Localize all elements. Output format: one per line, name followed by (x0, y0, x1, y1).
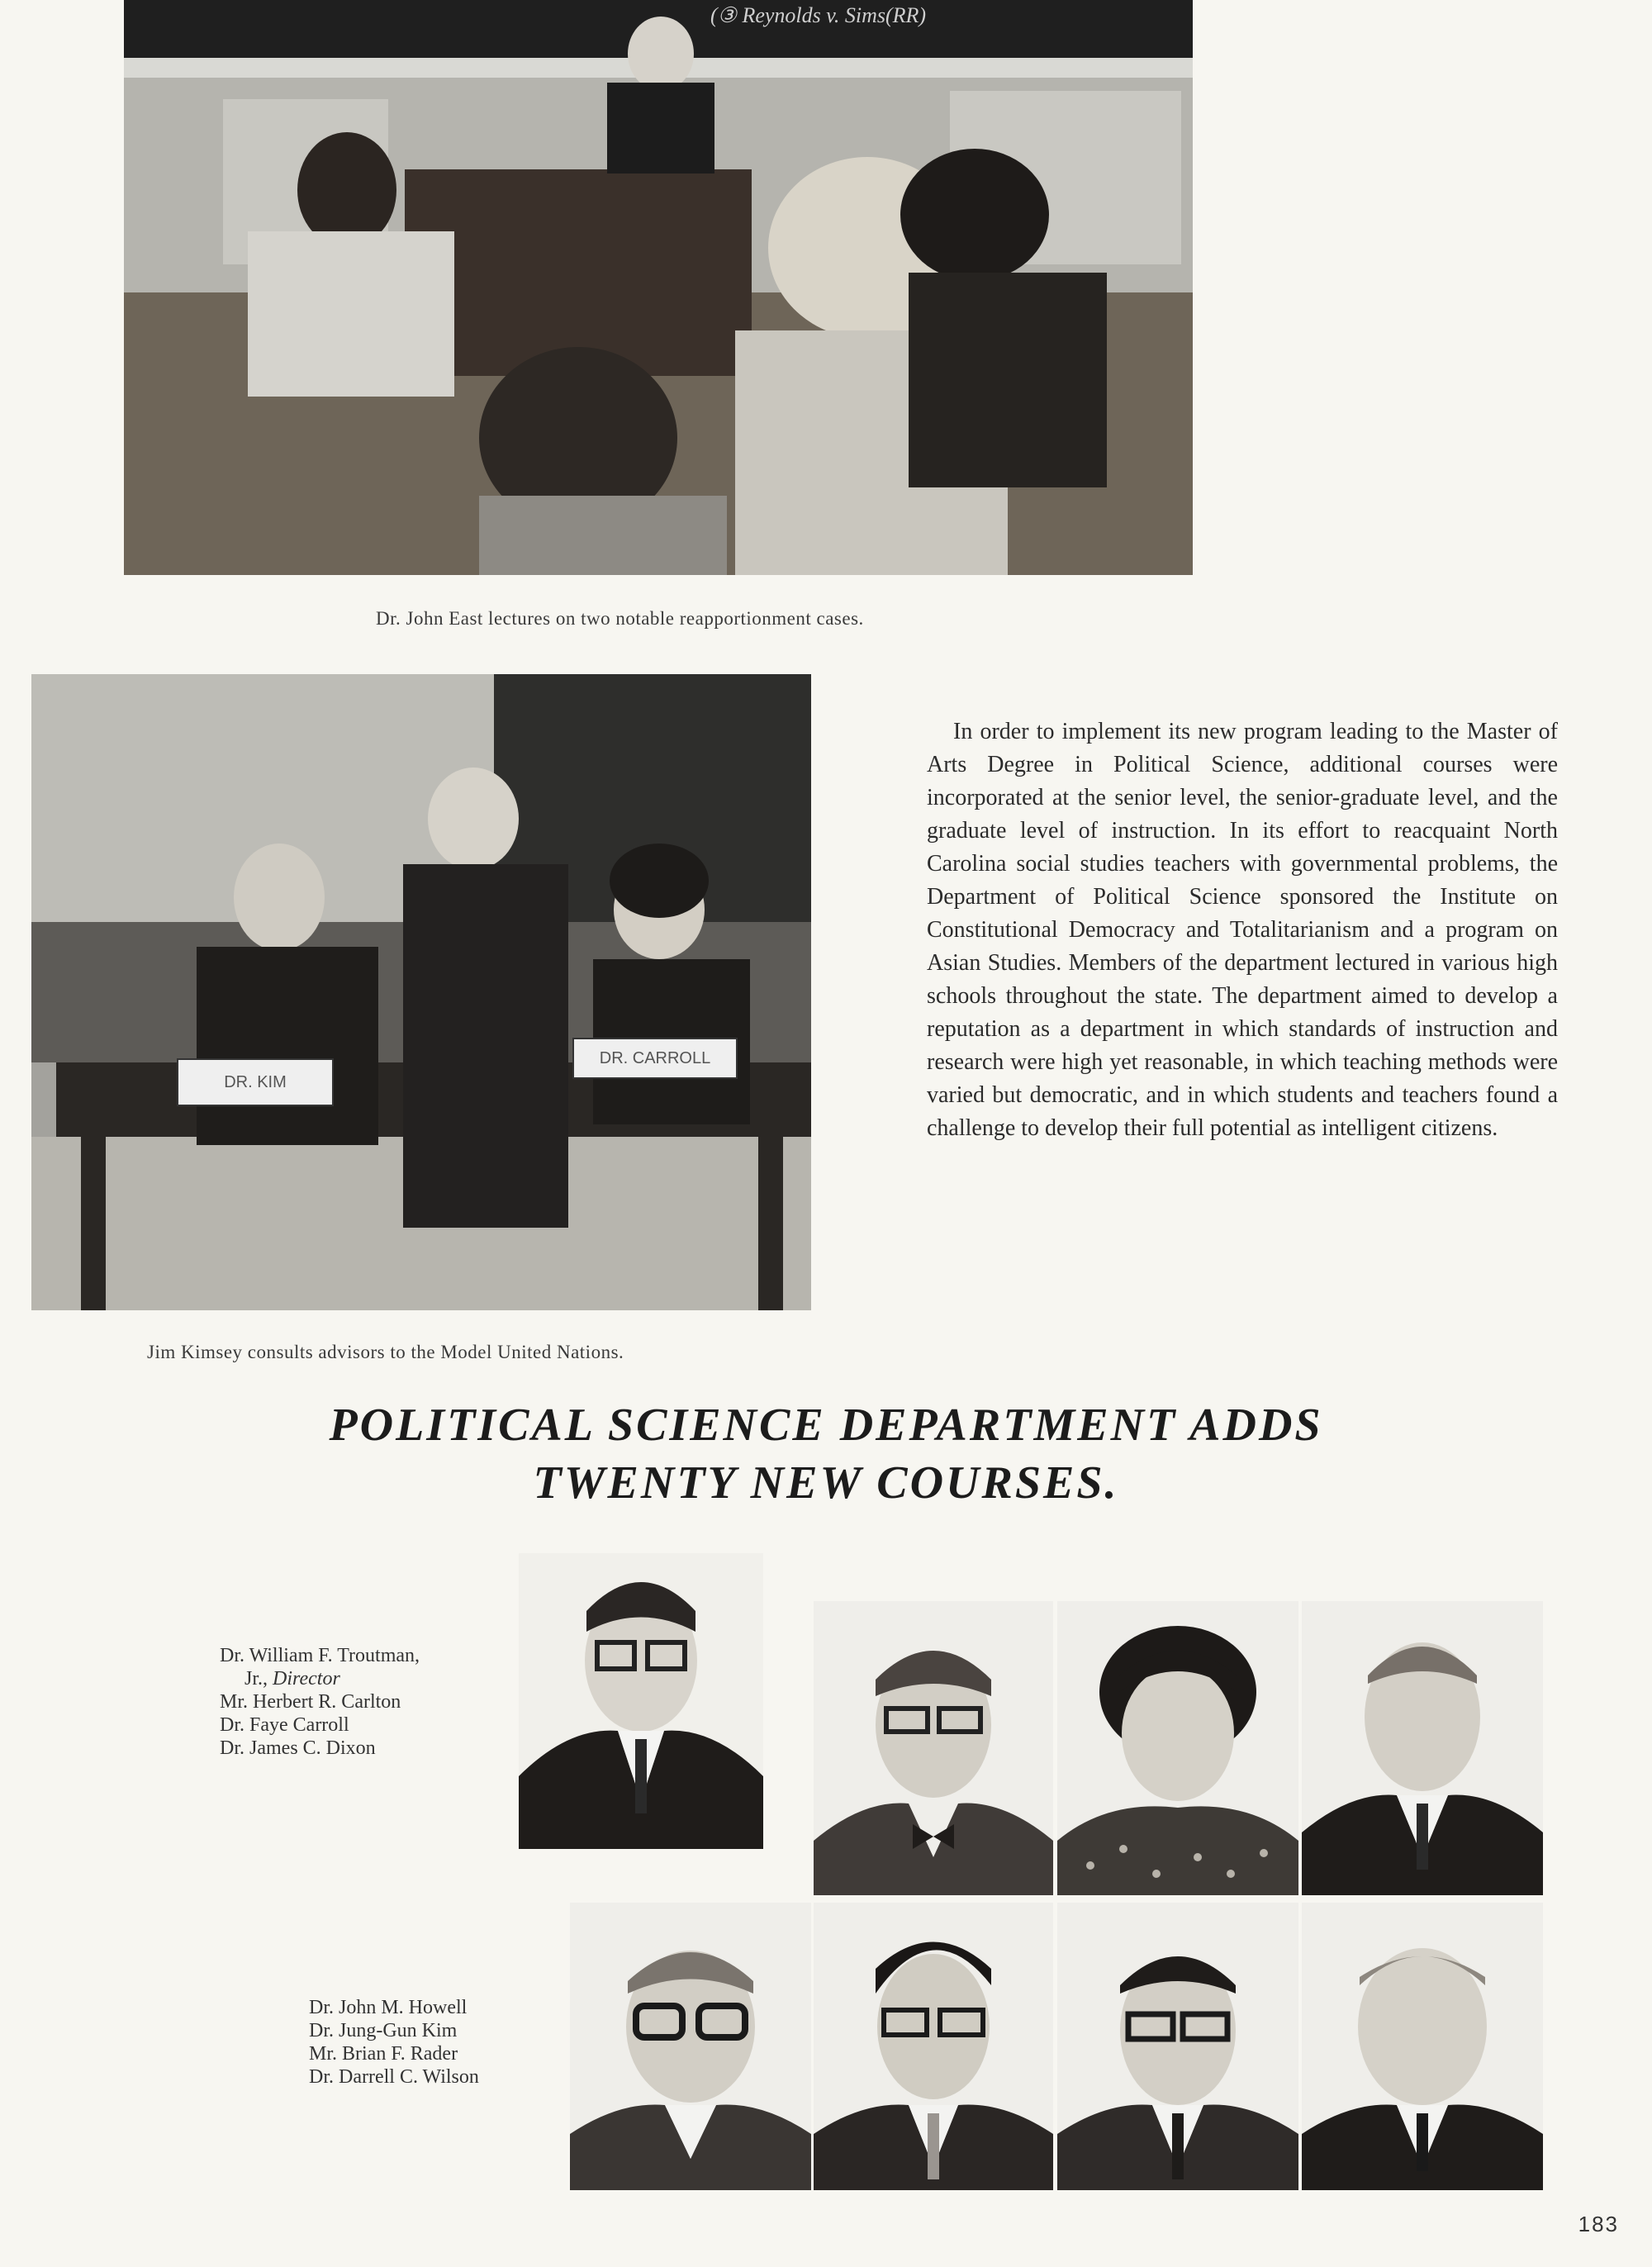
headline-line-1: POLITICAL SCIENCE DEPARTMENT ADDS (329, 1400, 1323, 1451)
headline-line-2: TWENTY NEW COURSES. (533, 1457, 1119, 1509)
nameplate-carroll: DR. CARROLL (572, 1038, 738, 1079)
faculty-name-suffix: Jr., Director (244, 1668, 340, 1690)
model-un-caption: Jim Kimsey consults advisors to the Model United Nations. (147, 1342, 624, 1362)
lecture-caption: Dr. John East lectures on two notable reapportionment cases. (376, 608, 864, 629)
portrait-carlton (814, 1601, 1053, 1895)
article-body: In order to implement its new program leading to the Master of Arts Degree in Political Science, additional courses were incorporated at the senior level, the senior-graduate level, and the graduate level of instruction. In its effort to reacquaint North Carolina social studies teachers with governmental problems, the Department of Political Science sponsored the Institute on Constitutional Democracy and Totalitarianism and a program on Asian Studies. Members of the department lectured in various high schools throughout the state. The department aimed to develop a reputation as a department in which standards of instruction and research were high yet reasonable, in which teaching methods were varied but democratic, and in which students and teachers found a challenge to develop their full potential as intelligent citizens. (927, 719, 1558, 1141)
portrait-carroll (1057, 1601, 1298, 1895)
model-un-photo (31, 674, 811, 1310)
portrait-howell (570, 1903, 811, 2190)
portrait-dixon (1302, 1601, 1543, 1895)
portrait-troutman (519, 1553, 763, 1849)
faculty-name: Dr. James C. Dixon (220, 1737, 376, 1759)
faculty-names-group-1 (220, 1644, 420, 1760)
faculty-name: Dr. William F. Troutman, (220, 1645, 420, 1666)
chalkboard-text: (③ Reynolds v. Sims(RR) (710, 3, 927, 27)
page-number: 183 (1578, 2212, 1619, 2236)
faculty-name: Mr. Brian F. Rader (309, 2043, 458, 2065)
nameplate-kim: DR. KIM (177, 1058, 334, 1106)
faculty-name: Dr. Faye Carroll (220, 1714, 349, 1736)
faculty-title: Director (273, 1668, 340, 1690)
faculty-name: Dr. John M. Howell (309, 1997, 468, 2018)
portrait-rader (1057, 1903, 1298, 2190)
faculty-name: Mr. Herbert R. Carlton (220, 1691, 401, 1713)
headline (165, 1396, 1487, 1512)
portrait-wilson (1302, 1903, 1543, 2190)
lecture-photo (124, 0, 1193, 575)
faculty-name: Dr. Darrell C. Wilson (309, 2066, 479, 2088)
faculty-names-group-2 (309, 1996, 479, 2089)
portrait-kim (814, 1903, 1053, 2190)
faculty-name: Dr. Jung-Gun Kim (309, 2020, 458, 2041)
